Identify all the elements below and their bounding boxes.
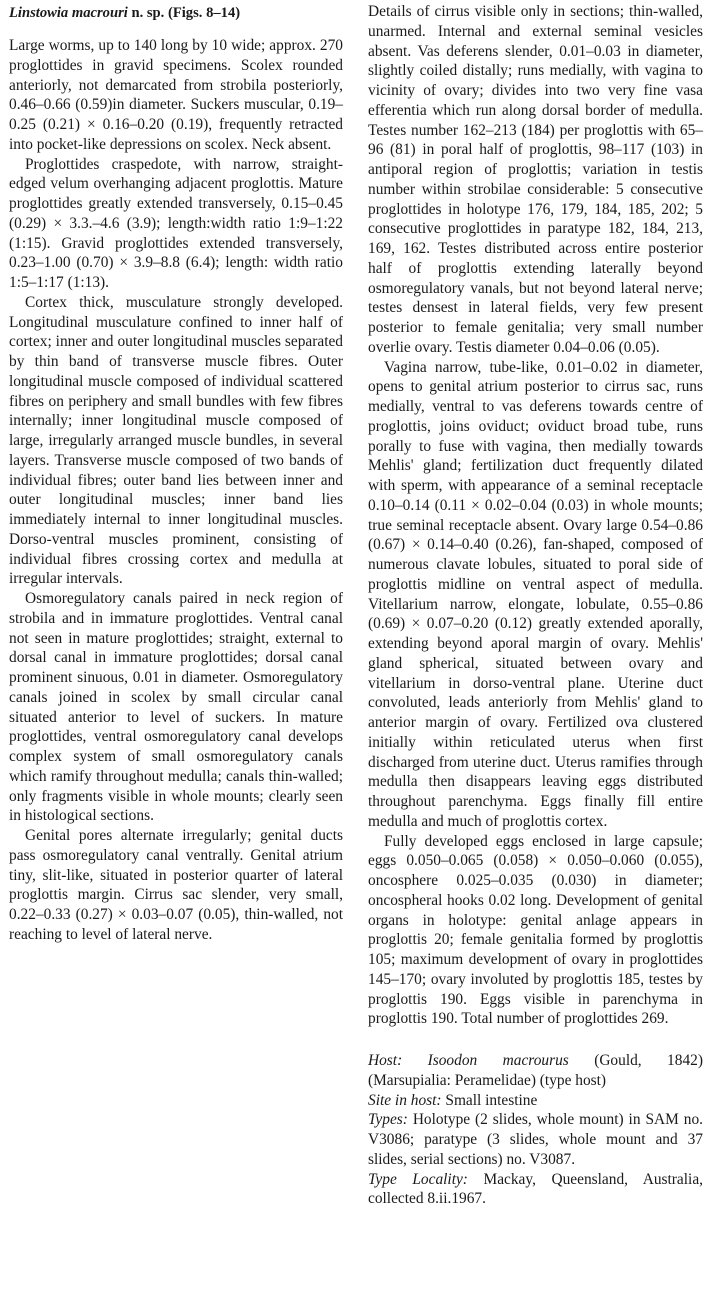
host-line bbox=[368, 1051, 703, 1091]
host-species: Isoodon macrourus bbox=[427, 1052, 569, 1069]
locality-value: Mackay, Queensland, Australia, collected 8.ii.1967. bbox=[368, 1170, 703, 1208]
types-label: Types: bbox=[368, 1111, 408, 1129]
heading-suffix: n. sp. (Figs. 8–14) bbox=[127, 5, 241, 21]
paragraph-musculature: Cortex thick, musculature strongly developed. Longitudinal musculature confined to inner half of cortex; inner and outer longitudinal muscles separated by thin band of transverse muscle fibres. Outer longitudinal muscle composed of individual scattered fibres on periphery and small bundles with few fibres internally; inner longitudinal muscle composed of large, irregularly arranged muscle bundles, in several layers. Transverse muscle composed of two bands of individual fibres; outer band lies between inner and outer longitudinal muscles; inner band lies immediately internal to inner longitudinal muscles. Dorso-ventral muscles prominent, consisting of individual fibres crossing cortex and medulla at irregular intervals. bbox=[9, 293, 343, 588]
site-label: Site in host: bbox=[368, 1091, 442, 1109]
paragraph-osmoregulatory: Osmoregulatory canals paired in neck region of strobila and in immature proglottides. Ventral canal not seen in mature proglottides; straight, external to dorsal canal in immature proglottides; dorsal canal prominent sinuous, 0.01 in diameter. Osmoregulatory canals joined in scolex by small circular canal situated anterior to level of suckers. In mature proglottides, ventral osmoregulatory canal develops complex system of small osmoregulatory canals which ramify throughout medulla; canals thin-walled; only fragments visible in whole mounts; clearly seen in histological sections. bbox=[9, 590, 343, 825]
paragraph-genital-pores: Genital pores alternate irregularly; genital ducts pass osmoregulatory canal ventrally. Genital atrium tiny, slit-like, situated in posterior quarter of lateral proglottis margin. Cirrus sac slender, very small, 0.22–0.33 (0.27) × 0.03–0.07 (0.05), thin-walled, not reaching to level of lateral nerve. bbox=[9, 827, 343, 943]
right-column bbox=[368, 2, 703, 1209]
paragraph-description: Large worms, up to 140 long by 10 wide; approx. 270 proglottides in gravid specimens. Scolex rounded anteriorly, not demarcated from strobila posteriorly, 0.46–0.66 (0.59)in diameter. Suckers muscular, 0.19–0.25 (0.21) × 0.16–0.20 (0.19), frequently retracted into pocket-like depressions on scolex. Neck absent. bbox=[9, 37, 343, 153]
types-line bbox=[368, 1110, 703, 1169]
host-rest: (Gould, 1842) (Marsupialia: Peramelidae) (type host) bbox=[368, 1052, 703, 1089]
host-label: Host: bbox=[368, 1052, 403, 1069]
locality-label: Type Locality: bbox=[368, 1170, 468, 1188]
left-column bbox=[9, 0, 343, 945]
paragraph-proglottides: Proglottides craspedote, with narrow, straight-edged velum overhanging adjacent proglottis. Mature proglottides greatly extended transversely, 0.15–0.45 (0.29) × 3.3.–4.6 (3.9); length:width ratio 1:9–1:22 (1:15). Gravid proglottides extended transversely, 0.23–1.00 (0.70) × 3.9–8.8 (6.4); length: width ratio 1:5–1:17 (1:13). bbox=[9, 155, 343, 291]
paragraph-eggs-development: Fully developed eggs enclosed in large capsule; eggs 0.050–0.065 (0.058) × 0.050–0.060 (0.055), oncosphere 0.025–0.035 (0.030) in diameter; oncospheral hooks 0.02 long. Development of genital organs in holotype: genital anlage appears in proglottis 20; female genitalia formed by proglottis 105; maximum development of ovary in proglottides 145–170; ovary involuted by proglottis 185, testes by proglottis 190. Eggs visible in parenchyma in proglottis 190. Total number of proglottides 269. bbox=[368, 832, 703, 1028]
types-value: Holotype (2 slides, whole mount) in SAM no. V3086; paratype (3 slides, whole mount and 37 slides, serial sections) no. V3087. bbox=[368, 1111, 703, 1168]
type-metadata bbox=[368, 1051, 703, 1209]
species-heading bbox=[9, 4, 343, 22]
species-name: Linstowia macrouri bbox=[9, 5, 128, 21]
locality-line bbox=[368, 1170, 703, 1210]
paragraph-vagina-ovary: Vagina narrow, tube-like, 0.01–0.02 in diameter, opens to genital atrium posterior to cirrus sac, runs medially, ventral to vas deferens towards centre of proglottis, joins oviduct; oviduct broad tube, runs porally to fuse with vagina, then medially towards Mehlis' gland; fertilization duct frequently dilated with sperm, with appearance of a seminal receptacle 0.10–0.14 (0.11 × 0.02–0.04 (0.03) in whole mounts; true seminal receptacle absent. Ovary large 0.54–0.86 (0.67) × 0.14–0.40 (0.26), fan-shaped, composed of numerous clavate lobules, situated to poral side of proglottis midline on ventral aspect of medulla. Vitellarium narrow, elongate, lobulate, 0.55–0.86 (0.69) × 0.07–0.20 (0.12) greatly extended aporally, extending beyond aporal margin of ovary. Mehlis' gland spherical, situated between ovary and vitellarium in dorso-ventral plane. Uterine duct convoluted, leads anteriorly from Mehlis' gland to anterior margin of ovary. Fertilized ova clustered initially within reticulated uterus when first discharged from uterine duct. Uterus ramifies through medulla then disappears leaving eggs distributed throughout parenchyma. Eggs finally fill entire medulla and much of proglottis cortex. bbox=[368, 358, 703, 830]
site-line bbox=[368, 1091, 703, 1111]
paragraph-cirrus-testes: Details of cirrus visible only in sections; thin-walled, unarmed. Internal and external seminal vesicles absent. Vas deferens slender, 0.01–0.03 in diameter, slightly coiled distally; runs medially, with vagina to vicinity of ovary; divides into two very fine vasa efferentia which run along dorsal border of medulla. Testes number 162–213 (184) per proglottis with 65–96 (81) in poral half of proglottis, 98–117 (103) in antiporal region of proglottis; variation in testis number within strobilae considerable: 5 consecutive proglottides in holotype 176, 179, 184, 185, 202; 5 consecutive proglottides in paratype 182, 184, 213, 169, 162. Testes distributed across entire posterior half of proglottis extending laterally beyond osmoregulatory vanals, but not beyond lateral nerve; testes densest in lateral fields, very few present posterior to female genitalia; very small number overlie ovary. Testis diameter 0.04–0.06 (0.05). bbox=[368, 3, 703, 356]
site-value: Small intestine bbox=[441, 1091, 538, 1109]
